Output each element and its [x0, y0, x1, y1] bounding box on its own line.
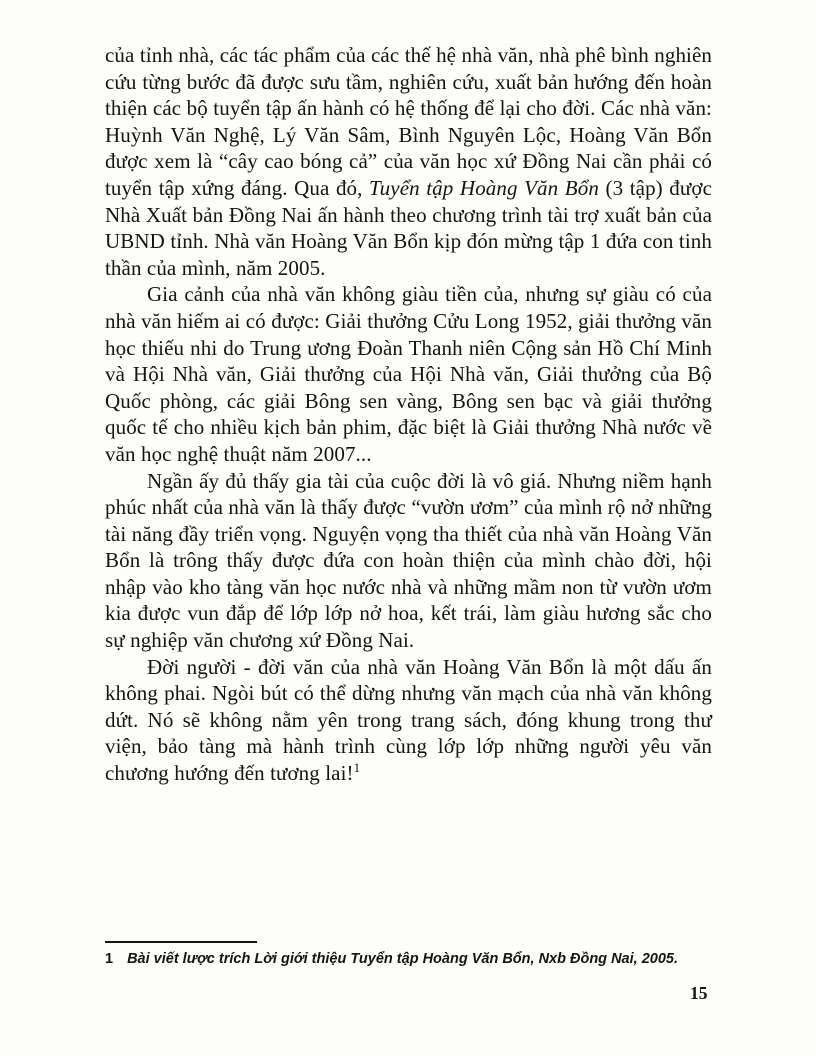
paragraph	[105, 654, 712, 787]
footnote-reference: 1	[353, 760, 361, 776]
footnote-number: 1	[105, 951, 114, 967]
footnote-area	[105, 941, 712, 968]
page-number: 15	[690, 983, 708, 1003]
paragraph-text: (3 tập) được Nhà Xuất bản Đồng Nai ấn hành theo chương trình tài trợ xuất bản của UBND tỉnh. Nhà văn Hoàng Văn Bổn kịp đón mừng tập 1 đứa con tinh thần của mình, năm 2005.	[105, 175, 713, 280]
paragraph-text: Gia cảnh của nhà văn không giàu tiền của, nhưng sự giàu có của nhà văn hiếm ai có được: Giải thưởng Cửu Long 1952, giải thưởng văn học thiếu nhi do Trung ương Đoàn Thanh niên Cộng sản Hồ Chí Minh và Hội Nhà văn, Giải thưởng của Hội Nhà văn, Giải thưởng của Bộ Quốc phòng, các giải Bông sen vàng, Bông sen bạc và giải thưởng quốc tế cho nhiều kịch bản phim, đặc biệt là Giải thưởng Nhà nước về văn học nghệ thuật năm 2007...	[105, 282, 712, 466]
paragraph-continuation	[105, 42, 712, 281]
paragraph-text: Ngần ấy đủ thấy gia tài của cuộc đời là vô giá. Nhưng niềm hạnh phúc nhất của nhà văn là thấy được “vườn ươm” của mình rộ nở những tài năng đầy triển vọng. Nguyện vọng tha thiết của nhà văn Hoàng Văn Bổn là trông thấy được đứa con hoàn thiện của mình chào đời, hội nhập vào kho tàng văn học nước nhà và những mầm non từ vườn ươm kia được vun đắp để lớp lớp nở hoa, kết trái, làm giàu hương sắc cho sự nghiệp văn chương xứ Đồng Nai.	[105, 468, 712, 653]
footnote-text: Bài viết lược trích Lời giới thiệu Tuyển tập Hoàng Văn Bổn, Nxb Đồng Nai, 2005.	[127, 951, 678, 967]
footnote	[105, 950, 712, 968]
page-body	[105, 42, 712, 787]
book-title-italic: Tuyển tập Hoàng Văn Bổn	[369, 175, 599, 200]
paragraph-text: Đời người - đời văn của nhà văn Hoàng Văn Bổn là một dấu ấn không phai. Ngòi bút có thể dừng nhưng văn mạch của nhà văn không dứt. Nó sẽ không nằm yên trong trang sách, đóng khung trong thư viện, bảo tàng mà hành trình cùng lớp lớp những người yêu văn chương hướng đến tương lai!	[105, 654, 712, 786]
footnote-separator-rule	[105, 941, 257, 943]
paragraph-text: của tỉnh nhà, các tác phẩm của các thế hệ nhà văn, nhà phê bình nghiên cứu từng bước đã được sưu tầm, nghiên cứu, xuất bản hướng đến hoàn thiện các bộ tuyển tập ấn hành có hệ thống để lại cho đời. Các nhà văn: Huỳnh Văn Nghệ, Lý Văn Sâm, Bình Nguyên Lộc, Hoàng Văn Bổn được xem là “cây cao bóng cả” của văn học xứ Đồng Nai cần phải có tuyển tập xứng đáng. Qua đó,	[105, 43, 712, 200]
paragraph	[105, 468, 712, 654]
paragraph	[105, 281, 712, 467]
